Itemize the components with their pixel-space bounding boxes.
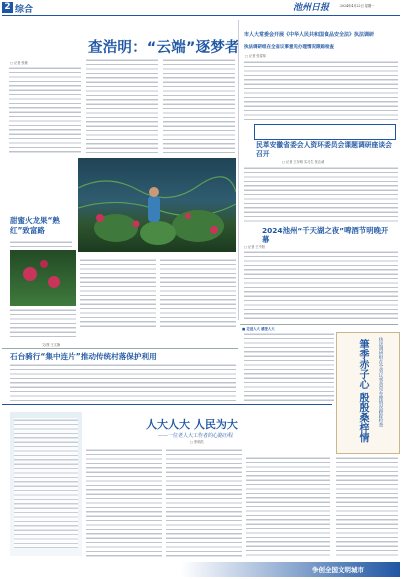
sidebar-text-2 bbox=[10, 308, 76, 340]
bottom-title: 人大人大 人民为大 bbox=[146, 418, 238, 431]
bottom-byline: □ 张明浩 bbox=[190, 440, 204, 444]
bottom-text-2 bbox=[166, 448, 242, 558]
section-label: 综合 bbox=[15, 5, 34, 15]
main-text-col-1 bbox=[9, 66, 81, 154]
sidebar-byline: 文/图 王文静 bbox=[42, 343, 61, 347]
right-byline-3: □ 记者 王中阳 bbox=[244, 245, 265, 249]
right-headline-3: 2024池州“千天湖之夜”啤酒节明晚开幕 bbox=[262, 226, 389, 244]
date-line: 2024年4月22日 星期一 bbox=[340, 4, 375, 8]
right-byline-2: □ 记者 王东明 实习生 张志诚 bbox=[282, 160, 325, 164]
main-text-col-4 bbox=[80, 258, 156, 330]
right-byline-1: □ 记者 张春菊 bbox=[245, 54, 266, 58]
right-headline-2: 民革安徽省委会人资环委员会课题调研座谈会召开 bbox=[256, 141, 392, 158]
vertical-line-1: 执法调研组在全省议事意见办理情况跟踪检查 bbox=[378, 337, 383, 427]
footer-banner-text: 争创全国文明城市 bbox=[312, 566, 364, 574]
main-story-byline: □ 记者 张敏 bbox=[10, 61, 28, 65]
middle-heading: 石台骑行“集中连片”推动传统村落保护利用 bbox=[10, 352, 157, 361]
vertical-line-2: 筆季赤子心 殷殷桑梓情 bbox=[357, 339, 368, 443]
small-box-title: ■ 走进人大 感受人大 bbox=[242, 327, 275, 331]
right-text-2 bbox=[244, 166, 398, 224]
masthead-rule bbox=[2, 15, 400, 16]
main-text-col-3 bbox=[163, 58, 235, 154]
vertical-box bbox=[336, 332, 400, 454]
right-box bbox=[254, 124, 396, 140]
bottom-text-3 bbox=[246, 456, 330, 558]
sidebar-photo bbox=[10, 250, 76, 306]
right-text-3 bbox=[244, 250, 398, 320]
paper-logo: 池州日报 bbox=[293, 3, 330, 13]
right-headline-1: 市人大常委会开展《中华人民共和国食品安全法》执法调研 bbox=[244, 32, 375, 38]
bottom-subtitle: ——一位老人大工作者的心路历程 bbox=[158, 433, 234, 439]
middle-text bbox=[10, 363, 236, 401]
sidebar-title: 甜蜜火龙果“熟红”致富路 bbox=[10, 216, 60, 235]
main-story-photo bbox=[78, 158, 236, 252]
bottom-illustration bbox=[10, 412, 82, 556]
main-text-col-2 bbox=[86, 58, 158, 154]
bottom-text-4 bbox=[336, 456, 398, 558]
footer-banner bbox=[2, 562, 400, 577]
right-text-4 bbox=[244, 332, 334, 402]
main-text-col-5 bbox=[160, 258, 236, 330]
page-number-badge: 2 bbox=[2, 2, 13, 13]
right-headline-1b: 执法调研组在全省议事意见办理情况跟踪检查 bbox=[244, 45, 334, 50]
bottom-text-1 bbox=[86, 448, 162, 558]
right-text-1 bbox=[244, 60, 398, 120]
main-story-title: 查浩明：“云端”逐梦者 bbox=[88, 40, 240, 56]
